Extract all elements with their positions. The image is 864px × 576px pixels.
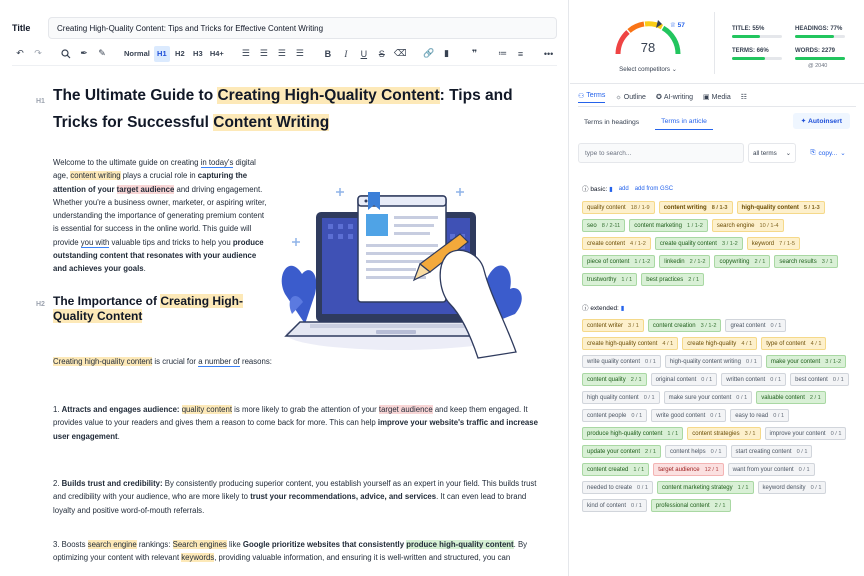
term-count: 3 / 1-2 bbox=[721, 240, 738, 247]
tab-media[interactable]: ▣ Media bbox=[703, 93, 731, 101]
term-tag[interactable] bbox=[657, 481, 754, 494]
pen-icon[interactable]: ✒ bbox=[80, 48, 88, 58]
term-label: content strategies bbox=[692, 430, 740, 437]
term-label: content writer bbox=[587, 322, 624, 329]
term-label: create high-quality bbox=[687, 340, 737, 347]
laptop-illustration bbox=[270, 174, 532, 366]
h1-marker: H1 bbox=[36, 98, 45, 105]
toggle-icon: ▮ bbox=[609, 186, 613, 193]
term-label: update your content bbox=[587, 448, 641, 455]
copy-icon: ⎘ bbox=[810, 149, 816, 156]
tab-ai-writing[interactable]: ✪ AI-writing bbox=[655, 93, 694, 101]
term-count: 2 / 1 bbox=[630, 376, 642, 383]
term-label: original content bbox=[655, 376, 697, 383]
term-count: 0 / 1 bbox=[643, 394, 655, 401]
term-count: 3 / 1-2 bbox=[825, 358, 842, 365]
term-tag[interactable] bbox=[582, 201, 655, 214]
term-label: write quality content bbox=[587, 358, 641, 365]
chevron-down-icon: ⌄ bbox=[785, 149, 791, 157]
term-tag[interactable] bbox=[582, 499, 647, 512]
term-tag[interactable] bbox=[765, 427, 847, 440]
seo-panel bbox=[570, 0, 864, 576]
term-label: copywriting bbox=[719, 258, 750, 265]
term-label: write good content bbox=[656, 412, 706, 419]
term-tag[interactable] bbox=[731, 445, 813, 458]
bulb-icon: ☼ bbox=[615, 93, 622, 101]
ai-icon: ✪ bbox=[655, 94, 662, 101]
redo-icon[interactable]: ↷ bbox=[34, 48, 42, 58]
term-tag[interactable] bbox=[728, 463, 815, 476]
term-count: 4 / 1 bbox=[662, 340, 674, 347]
editor-toolbar bbox=[12, 46, 557, 66]
term-count: 3 / 1 bbox=[744, 430, 756, 437]
terms-filter-select[interactable]: all terms ⌄ bbox=[748, 143, 796, 163]
term-count: 1 / 1 bbox=[621, 276, 633, 283]
basic-terms-header: ⓘ basic: ▮ add add from GSC bbox=[582, 185, 674, 193]
term-tag[interactable] bbox=[655, 237, 743, 250]
term-count: 1 / 1 bbox=[633, 466, 645, 473]
term-tag[interactable] bbox=[582, 337, 678, 350]
quote-icon[interactable]: ❞ bbox=[471, 48, 478, 58]
term-tag[interactable] bbox=[629, 219, 708, 232]
term-count: 0 / 1 bbox=[710, 448, 722, 455]
undo-icon[interactable]: ↶ bbox=[16, 48, 24, 58]
term-label: type of content bbox=[766, 340, 806, 347]
term-label: content marketing bbox=[634, 222, 682, 229]
term-count: 2 / 1 bbox=[809, 394, 821, 401]
h3-button[interactable]: H3 bbox=[193, 49, 203, 58]
title-row bbox=[12, 16, 557, 40]
h1-text: : Tips and Tricks for Successful bbox=[53, 87, 513, 131]
term-label: make your content bbox=[770, 358, 821, 365]
term-tag[interactable] bbox=[582, 355, 661, 368]
term-label: linkedin bbox=[664, 258, 685, 265]
term-tag[interactable] bbox=[747, 237, 800, 250]
term-tag[interactable] bbox=[712, 219, 784, 232]
trophy-icon: ♕ bbox=[670, 22, 678, 29]
headings-stat: HEADINGS: 77% bbox=[795, 26, 845, 38]
h4-button[interactable]: H4+ bbox=[209, 49, 224, 58]
term-tag[interactable] bbox=[582, 273, 637, 286]
term-search-input[interactable]: type to search... bbox=[578, 143, 744, 163]
settings-sliders-icon[interactable]: ☷ bbox=[740, 94, 747, 101]
term-count: 10 / 1-4 bbox=[759, 222, 779, 229]
extended-terms-header: ⓘ extended: ▮ bbox=[582, 305, 625, 312]
term-count: 4 / 1 bbox=[810, 340, 822, 347]
term-count: 7 / 1-5 bbox=[779, 240, 795, 247]
term-label: best content bbox=[795, 376, 828, 383]
term-label: piece of content bbox=[587, 258, 630, 265]
article-h2[interactable]: H2 The Importance of Creating High-Quality Content bbox=[36, 294, 244, 323]
h1-term-highlight: Content Writing bbox=[213, 114, 330, 131]
document-body[interactable] bbox=[36, 82, 538, 563]
term-count: 0 / 1 bbox=[832, 376, 844, 383]
term-tag[interactable] bbox=[648, 319, 722, 332]
terms-stat: TERMS: 66% bbox=[732, 48, 782, 60]
term-tag[interactable] bbox=[641, 273, 704, 286]
paragraph-point-1[interactable]: 1. Attracts and engages audience: quality content is more likely to grab the attention of your target audience and keep them engaged. It provides value to your readers and gives them a reason to come back for more. This can help improve your website's traffic and increase user engagement. bbox=[53, 405, 538, 441]
term-count: 0 / 1 bbox=[631, 502, 642, 509]
paragraph-reasons[interactable]: Creating high-quality content is crucial for a number of reasons: bbox=[53, 357, 272, 366]
term-count: 1 / 1-2 bbox=[686, 222, 703, 229]
term-label: needed to create bbox=[587, 484, 633, 491]
term-count: 5 / 1-3 bbox=[803, 204, 820, 211]
strikethrough-icon[interactable]: S bbox=[378, 48, 385, 59]
words-stat: WORDS: 2279 bbox=[795, 48, 845, 60]
term-tag[interactable] bbox=[766, 355, 846, 368]
term-count: 1 / 1 bbox=[667, 430, 679, 437]
term-count: 0 / 1 bbox=[736, 394, 748, 401]
term-count: 4 / 1 bbox=[741, 340, 753, 347]
term-count: 18 / 1-9 bbox=[630, 204, 650, 211]
term-label: kind of content bbox=[587, 502, 627, 509]
term-tag[interactable] bbox=[758, 481, 827, 494]
term-label: improve your content bbox=[769, 430, 826, 437]
paragraph-point-3[interactable]: 3. Boosts search engine rankings: Search engines like Google prioritize websites that consistently produce high-quality content. By optimizing your content with relevant keywords, providing valuable information, and ensuring it is well-written and structured, you can bbox=[53, 540, 528, 563]
term-count: 0 / 1 bbox=[810, 484, 822, 491]
term-label: content people bbox=[587, 412, 627, 419]
term-label: high-quality content writing bbox=[669, 358, 741, 365]
bold-icon[interactable]: B bbox=[324, 48, 332, 59]
term-subtabs bbox=[578, 112, 856, 132]
term-tag[interactable] bbox=[582, 255, 655, 268]
chevron-down-icon: ⌄ bbox=[671, 66, 677, 73]
term-tag[interactable] bbox=[730, 409, 789, 422]
chevron-down-icon: ⌄ bbox=[840, 150, 846, 157]
term-search-row bbox=[578, 143, 856, 163]
underline-icon[interactable]: U bbox=[360, 48, 368, 59]
panel-tabs bbox=[578, 90, 856, 104]
align-center-icon[interactable]: ☰ bbox=[259, 48, 268, 58]
article-h1[interactable] bbox=[36, 82, 523, 136]
h2-button[interactable]: H2 bbox=[175, 49, 185, 58]
term-tag[interactable] bbox=[651, 499, 731, 512]
basic-terms-list bbox=[582, 201, 854, 286]
wand-icon: ✦ bbox=[800, 118, 808, 125]
bullet-list-icon[interactable]: ≡ bbox=[517, 48, 524, 59]
align-right-icon[interactable]: ☰ bbox=[277, 48, 286, 58]
term-count: 0 / 1 bbox=[773, 412, 785, 419]
title-input[interactable]: Creating High-Quality Content: Tips and Tricks for Effective Content Writing bbox=[48, 17, 557, 39]
term-tag[interactable] bbox=[725, 319, 786, 332]
term-label: high quality content bbox=[587, 394, 639, 401]
info-icon: ⓘ bbox=[582, 305, 589, 312]
image-icon: ▣ bbox=[703, 94, 710, 101]
term-count: 3 / 1 bbox=[628, 322, 639, 329]
term-tag[interactable] bbox=[651, 373, 718, 386]
h1-term-highlight: Creating High-Quality Content bbox=[217, 87, 440, 104]
content-score: 78 bbox=[640, 40, 656, 55]
add-term-link[interactable]: add bbox=[618, 185, 629, 192]
term-count: 0 / 1 bbox=[710, 412, 722, 419]
term-count: 0 / 1 bbox=[796, 448, 808, 455]
term-count: 2 / 1 bbox=[754, 258, 766, 265]
paragraph-point-2[interactable]: 2. Builds trust and credibility: By consistently producing superior content, you establish yourself as an expert in your field. This builds trust and credibility with your audience, who are more likely to trust your recommendations, advice, and services. It can even lead to brand loyalty and positive word-of-mouth referrals. bbox=[53, 479, 537, 515]
term-tag[interactable] bbox=[790, 373, 849, 386]
term-label: content created bbox=[587, 466, 629, 473]
align-left-icon[interactable]: ☰ bbox=[241, 48, 250, 58]
term-label: keyword density bbox=[762, 484, 806, 491]
term-label: content writing bbox=[663, 204, 707, 211]
term-tag[interactable] bbox=[582, 319, 644, 332]
term-count: 3 / 1 bbox=[821, 258, 833, 265]
term-tag[interactable] bbox=[774, 255, 837, 268]
add-from-gsc-link[interactable]: add from GSC bbox=[634, 185, 674, 192]
term-label: seo bbox=[587, 222, 597, 229]
term-tag[interactable] bbox=[756, 391, 826, 404]
h1-button[interactable]: H1 bbox=[154, 46, 170, 62]
term-label: trustworthy bbox=[587, 276, 617, 283]
title-stat: TITLE: 55% bbox=[732, 26, 782, 38]
ordered-list-icon[interactable]: ≔ bbox=[498, 48, 508, 58]
term-tag[interactable] bbox=[582, 481, 653, 494]
term-tag[interactable] bbox=[582, 463, 649, 476]
top-competitor-score: ♕ 57 bbox=[670, 22, 685, 29]
term-count: 0 / 1 bbox=[770, 322, 782, 329]
term-count: 0 / 1 bbox=[830, 430, 842, 437]
autoinsert-button[interactable]: ✦ Autoinsert bbox=[793, 113, 850, 129]
term-count: 0 / 1 bbox=[701, 376, 713, 383]
term-tag[interactable] bbox=[653, 463, 723, 476]
term-count: 8 / 1-3 bbox=[711, 204, 728, 211]
term-count: 8 / 2-11 bbox=[601, 222, 621, 229]
term-label: create high-quality content bbox=[587, 340, 658, 347]
h1-text: The Ultimate Guide to bbox=[53, 87, 218, 104]
term-label: search results bbox=[779, 258, 817, 265]
term-count: 2 / 1 bbox=[645, 448, 656, 455]
term-tag[interactable] bbox=[582, 391, 660, 404]
bookmark-icon[interactable]: ▮ bbox=[444, 48, 450, 58]
term-count: 3 / 1-2 bbox=[700, 322, 717, 329]
term-label: content marketing strategy bbox=[661, 484, 733, 491]
term-label: search engine bbox=[716, 222, 755, 229]
clear-format-icon[interactable]: ⌫ bbox=[393, 48, 407, 58]
term-tag[interactable] bbox=[664, 391, 753, 404]
term-label: produce high-quality content bbox=[587, 430, 663, 437]
align-justify-icon[interactable]: ☰ bbox=[295, 48, 304, 58]
term-count: 0 / 1 bbox=[645, 358, 656, 365]
term-tag[interactable] bbox=[682, 337, 757, 350]
term-tag[interactable] bbox=[721, 373, 786, 386]
term-label: best practices bbox=[646, 276, 684, 283]
more-icon[interactable]: ••• bbox=[543, 48, 554, 59]
term-label: professional content bbox=[655, 502, 710, 509]
tab-terms-in-headings[interactable]: Terms in headings bbox=[584, 118, 640, 126]
tab-terms[interactable]: ⚇ Terms bbox=[578, 92, 605, 103]
term-tag[interactable] bbox=[582, 427, 683, 440]
term-label: keyword bbox=[751, 240, 775, 247]
term-tag[interactable] bbox=[651, 409, 726, 422]
term-tag[interactable] bbox=[659, 201, 733, 214]
term-tag[interactable] bbox=[582, 219, 625, 232]
term-label: start creating content bbox=[735, 448, 792, 455]
normal-style-button[interactable]: Normal bbox=[124, 49, 150, 58]
search-icon[interactable] bbox=[58, 46, 74, 62]
term-label: high-quality content bbox=[741, 204, 799, 211]
term-label: target audience bbox=[658, 466, 700, 473]
italic-icon[interactable]: I bbox=[344, 48, 348, 59]
term-tag[interactable] bbox=[687, 427, 760, 440]
term-tag[interactable] bbox=[737, 201, 825, 214]
term-label: easy to read bbox=[735, 412, 769, 419]
score-area bbox=[570, 0, 864, 84]
term-tag[interactable] bbox=[761, 337, 826, 350]
term-count: 0 / 1 bbox=[745, 358, 757, 365]
term-tag[interactable] bbox=[582, 409, 647, 422]
extended-terms-list bbox=[582, 319, 854, 512]
term-count: 1 / 1-2 bbox=[634, 258, 651, 265]
term-label: create content bbox=[587, 240, 626, 247]
link-icon[interactable]: 🔗 bbox=[422, 48, 435, 58]
info-icon: ⓘ bbox=[582, 186, 589, 193]
term-label: content quality bbox=[587, 376, 626, 383]
term-count: 0 / 1 bbox=[798, 466, 810, 473]
term-label: want from your content bbox=[732, 466, 794, 473]
term-tag[interactable] bbox=[582, 373, 647, 386]
term-count: 4 / 1-2 bbox=[630, 240, 646, 247]
h2-marker: H2 bbox=[36, 301, 45, 308]
term-count: 12 / 1 bbox=[704, 466, 719, 473]
term-tag[interactable] bbox=[714, 255, 770, 268]
term-tag[interactable] bbox=[582, 237, 651, 250]
copy-terms-button[interactable]: ⎘ copy... ⌄ bbox=[810, 149, 846, 157]
term-label: great content bbox=[730, 322, 766, 329]
term-count: 2 / 1 bbox=[688, 276, 700, 283]
term-label: quality content bbox=[587, 204, 626, 211]
term-label: written content bbox=[726, 376, 766, 383]
title-label: Title bbox=[12, 23, 31, 33]
select-competitors-button[interactable]: Select competitors ⌄ bbox=[619, 66, 677, 73]
term-tag[interactable] bbox=[665, 355, 762, 368]
term-count: 0 / 1 bbox=[637, 484, 648, 491]
term-count: 1 / 1 bbox=[737, 484, 749, 491]
term-label: content helps bbox=[669, 448, 706, 455]
tab-outline[interactable]: ☼ Outline bbox=[615, 93, 646, 101]
highlighter-icon[interactable]: ✎ bbox=[98, 48, 106, 58]
term-label: valuable content bbox=[761, 394, 805, 401]
term-count: 0 / 1 bbox=[631, 412, 643, 419]
words-target: @ 2040 bbox=[808, 63, 828, 69]
term-count: 2 / 1 bbox=[714, 502, 726, 509]
intro-paragraph[interactable]: Welcome to the ultimate guide on creating in today's digital age, content writing plays a crucial role in capturing the attention of your target audience and driving engagement. Whether you're a business owner, marketer, or aspiring writer, understanding the importance of generating premium content is essential for success in the online world. This guide will provide you with valuable tips and tricks to help you produce outstanding content that resonates with your audience and achieves your goals. bbox=[53, 158, 267, 274]
term-count: 2 / 1-2 bbox=[689, 258, 706, 265]
term-tag[interactable] bbox=[582, 445, 661, 458]
terms-icon: ⚇ bbox=[578, 92, 585, 100]
term-label: content creation bbox=[652, 322, 696, 329]
tab-terms-in-article[interactable]: Terms in article bbox=[655, 114, 713, 130]
term-label: create quality content bbox=[659, 240, 717, 247]
term-count: 0 / 1 bbox=[770, 376, 782, 383]
term-tag[interactable] bbox=[665, 445, 727, 458]
term-tag[interactable] bbox=[659, 255, 710, 268]
toggle-icon: ▮ bbox=[620, 305, 625, 312]
term-label: make sure your content bbox=[668, 394, 732, 401]
